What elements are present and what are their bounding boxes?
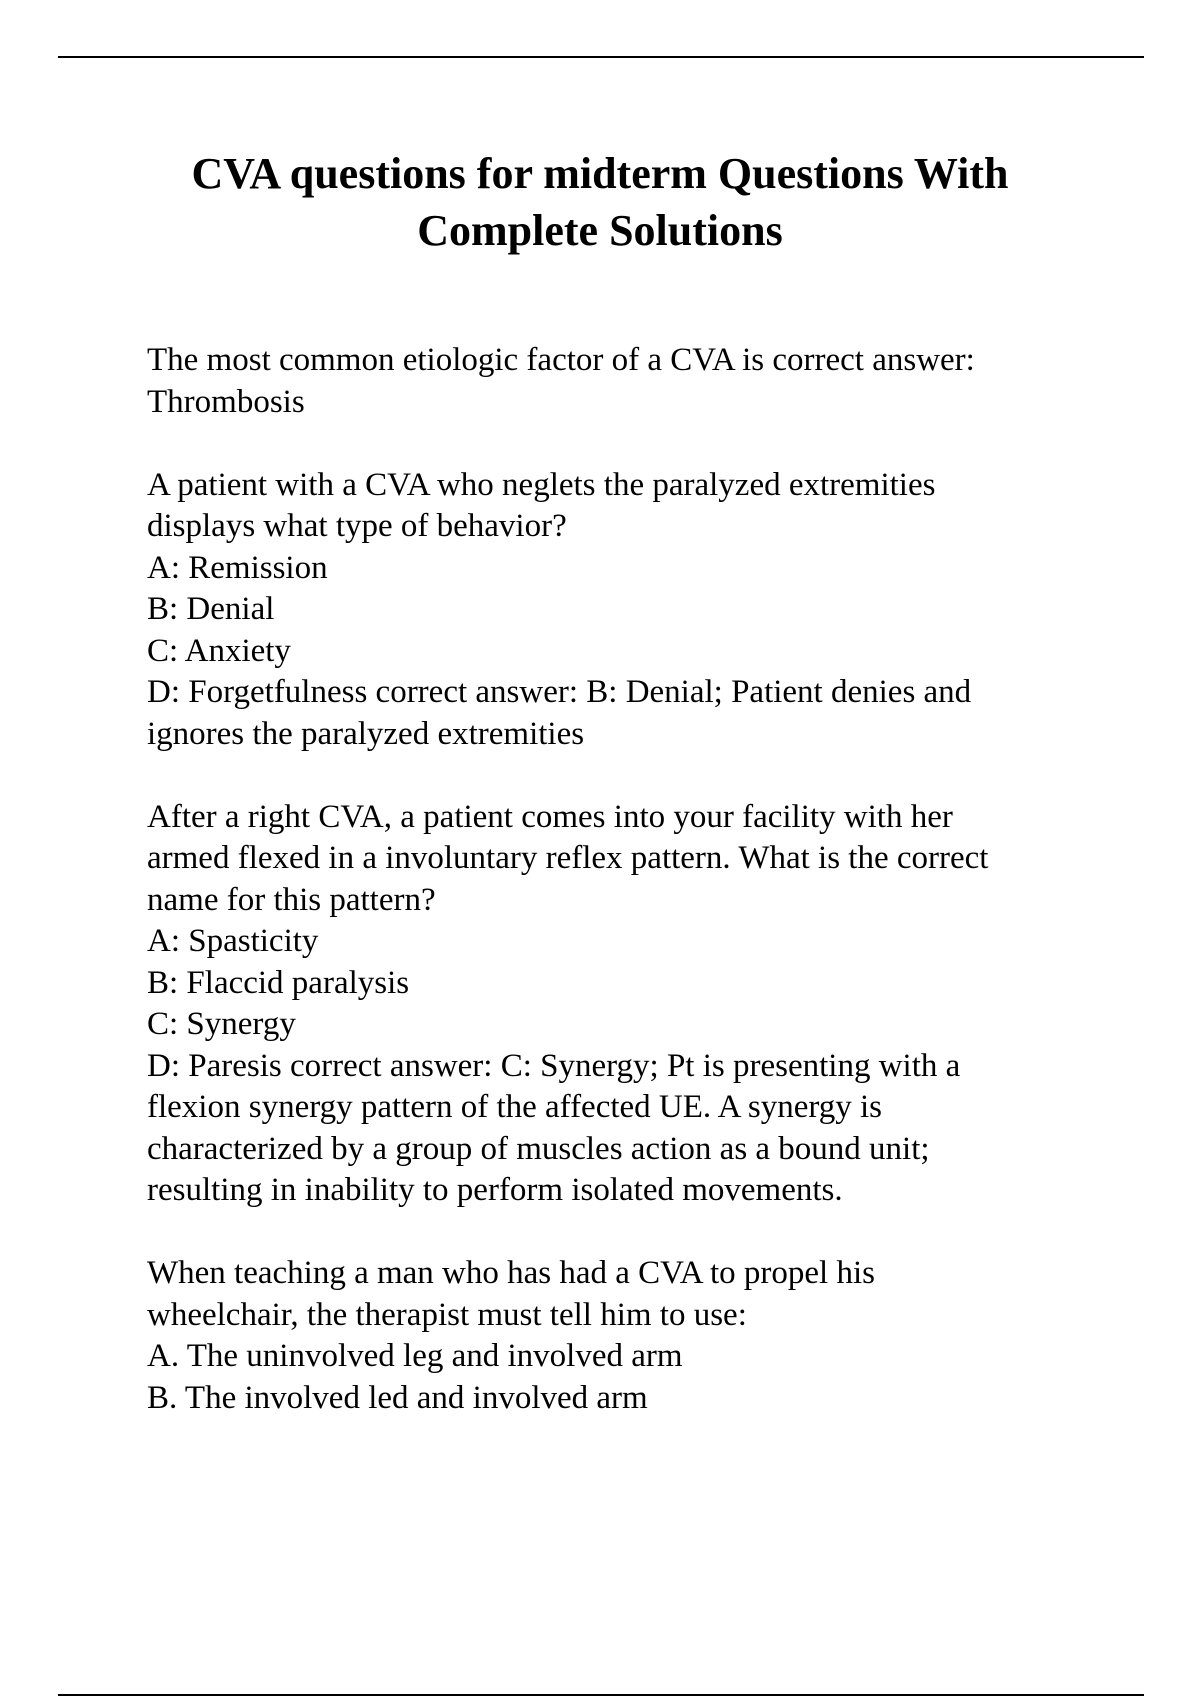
question-line: name for this pattern? bbox=[147, 881, 436, 918]
answer-option: D: Forgetfulness correct answer: B: Denial; Patient denies and bbox=[147, 674, 972, 710]
answer-option: A: Remission bbox=[147, 549, 328, 586]
answer-option: B: Flaccid paralysis bbox=[147, 964, 410, 1001]
bottom-rule bbox=[58, 1694, 1144, 1696]
document-body bbox=[147, 340, 1147, 1419]
question-line: Thrombosis bbox=[147, 383, 305, 420]
title-line-1: CVA questions for midterm Questions With bbox=[191, 149, 1009, 198]
title-line-2: Complete Solutions bbox=[417, 206, 783, 255]
question-block-3 bbox=[147, 797, 1147, 1212]
question-block-2 bbox=[147, 465, 1147, 756]
answer-explanation: ignores the paralyzed extremities bbox=[147, 715, 585, 752]
paragraph-gap bbox=[147, 1212, 1147, 1254]
question-line: A patient with a CVA who neglets the paralyzed extremities bbox=[147, 466, 936, 503]
answer-option: B: Denial bbox=[147, 591, 275, 627]
answer-option: C: Anxiety bbox=[147, 632, 291, 669]
question-line: When teaching a man who has had a CVA to propel his bbox=[147, 1255, 875, 1291]
question-line: wheelchair, the therapist must tell him to use: bbox=[147, 1296, 747, 1333]
answer-option: B. The involved led and involved arm bbox=[147, 1379, 648, 1416]
paragraph-gap bbox=[147, 423, 1147, 465]
answer-option: A: Spasticity bbox=[147, 923, 319, 959]
question-line: displays what type of behavior? bbox=[147, 508, 567, 544]
answer-option: C: Synergy bbox=[147, 1006, 296, 1042]
question-line: armed flexed in a involuntary reflex pattern. What is the correct bbox=[147, 840, 989, 876]
page-title bbox=[100, 145, 1100, 259]
answer-option: D: Paresis correct answer: C: Synergy; Pt is presenting with a bbox=[147, 1047, 961, 1084]
top-rule bbox=[58, 56, 1144, 58]
question-line: The most common etiologic factor of a CVA is correct answer: bbox=[147, 342, 975, 378]
question-block-4 bbox=[147, 1253, 1147, 1419]
question-line: After a right CVA, a patient comes into your facility with her bbox=[147, 798, 953, 835]
question-block-1 bbox=[147, 340, 1147, 423]
answer-option: A. The uninvolved leg and involved arm bbox=[147, 1338, 683, 1374]
answer-explanation: resulting in inability to perform isolated movements. bbox=[147, 1172, 843, 1208]
answer-explanation: flexion synergy pattern of the affected UE. A synergy is bbox=[147, 1089, 882, 1125]
answer-explanation: characterized by a group of muscles action as a bound unit; bbox=[147, 1130, 930, 1167]
paragraph-gap bbox=[147, 755, 1147, 797]
